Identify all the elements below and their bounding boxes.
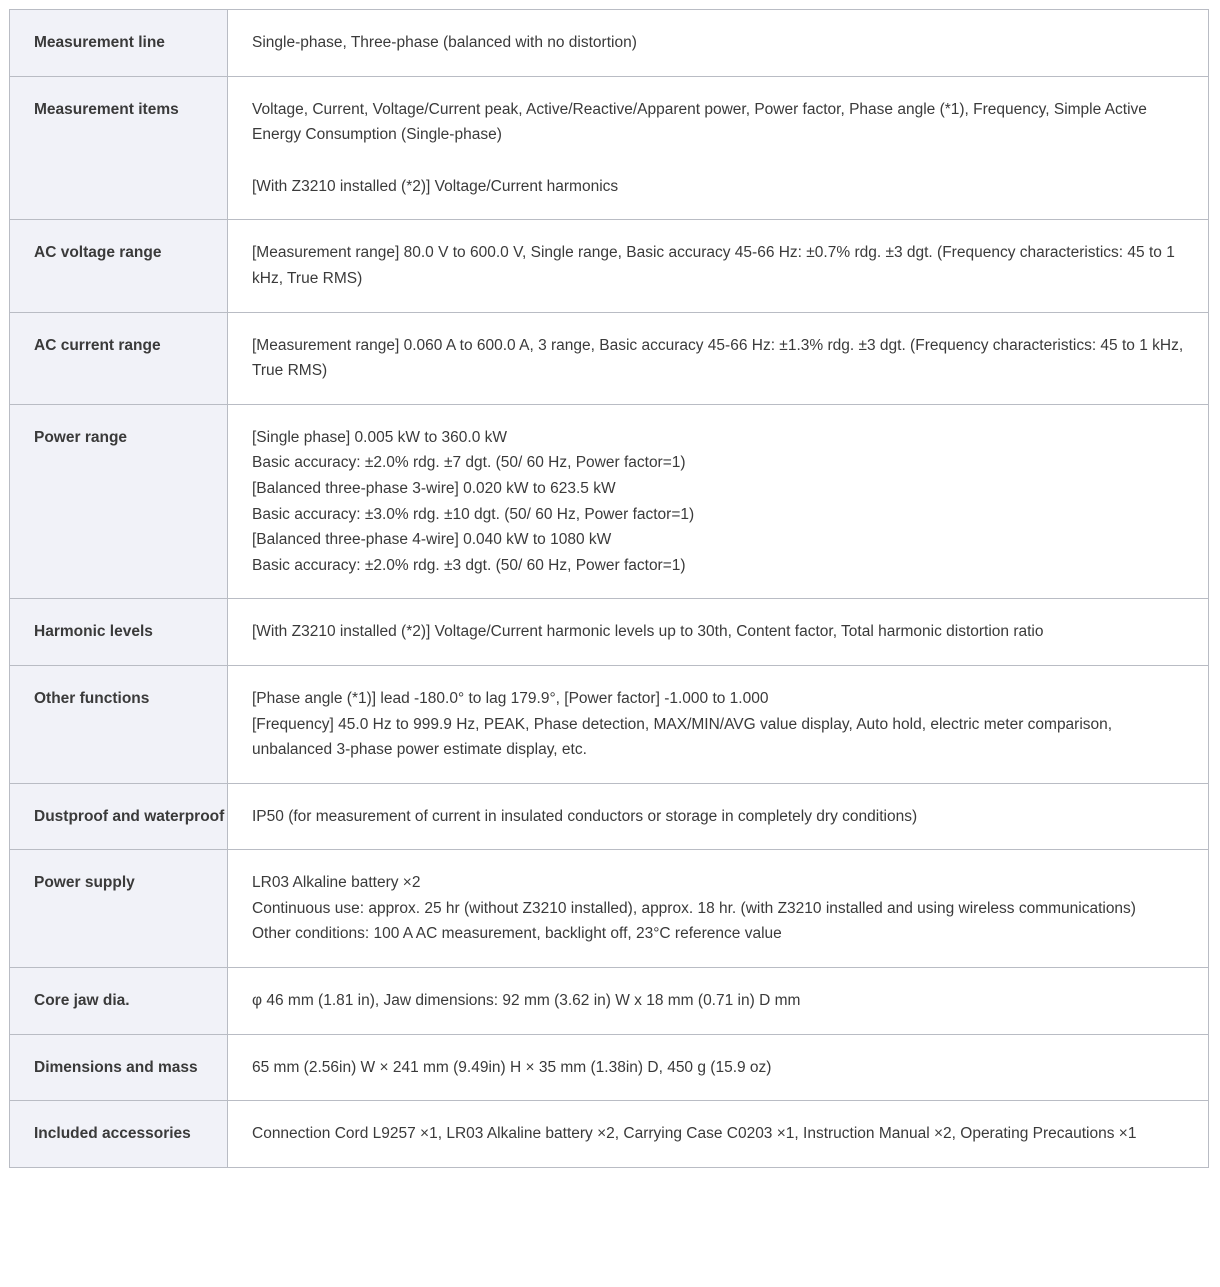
spec-label: Dustproof and waterproof: [10, 783, 228, 850]
spec-value: [228, 1101, 1209, 1168]
spec-text-line: [Balanced three-phase 3-wire] 0.020 kW to 623.5 kW: [252, 479, 616, 497]
spec-paragraph: [252, 686, 1184, 763]
spec-value: [228, 1034, 1209, 1101]
spec-label: Other functions: [10, 665, 228, 783]
spec-label: Power range: [10, 404, 228, 599]
spec-text-line: φ 46 mm (1.81 in), Jaw dimensions: 92 mm (3.62 in) W x 18 mm (0.71 in) D mm: [252, 992, 801, 1010]
spec-value: [228, 968, 1209, 1035]
spec-paragraph: [252, 333, 1184, 384]
spec-table-body: [10, 10, 1209, 1168]
spec-row: [10, 1034, 1209, 1101]
spec-text-line: [Measurement range] 0.060 A to 600.0 A, 3 range, Basic accuracy 45-66 Hz: ±1.3% rdg. ±3 dgt. (Frequency characteristics: 45 to 1 kHz, True RMS): [252, 336, 1184, 380]
spec-label: Measurement items: [10, 76, 228, 220]
spec-value: [228, 220, 1209, 312]
spec-label: AC current range: [10, 312, 228, 404]
spec-text-line: Single-phase, Three-phase (balanced with no distortion): [252, 34, 637, 51]
spec-text-line: Basic accuracy: ±3.0% rdg. ±10 dgt. (50/ 60 Hz, Power factor=1): [252, 505, 695, 523]
spec-paragraph: [252, 97, 1184, 148]
spec-paragraph: [252, 174, 1184, 200]
spec-text-line: [Frequency] 45.0 Hz to 999.9 Hz, PEAK, Phase detection, MAX/MIN/AVG value display, Auto hold, electric meter comparison, unbalanced 3-phase power estimate display, etc.: [252, 715, 1113, 759]
spec-paragraph: [252, 1055, 1184, 1081]
spec-row: [10, 783, 1209, 850]
spec-value: [228, 599, 1209, 666]
spec-text-line: 65 mm (2.56in) W × 241 mm (9.49in) H × 35 mm (1.38in) D, 450 g (15.9 oz): [252, 1058, 772, 1076]
spec-value: [228, 665, 1209, 783]
spec-row: [10, 968, 1209, 1035]
spec-label: Included accessories: [10, 1101, 228, 1168]
spec-text-line: Connection Cord L9257 ×1, LR03 Alkaline battery ×2, Carrying Case C0203 ×1, Instruction Manual ×2, Operating Precautions ×1: [252, 1125, 1137, 1143]
spec-row: [10, 404, 1209, 599]
spec-text-line: [Phase angle (*1)] lead -180.0° to lag 179.9°, [Power factor] -1.000 to 1.000: [252, 689, 769, 707]
spec-text-line: Voltage, Current, Voltage/Current peak, Active/Reactive/Apparent power, Power factor, Phase angle (*1), Frequency, Simple Active Energy Consumption (Single-phase): [252, 100, 1147, 144]
spec-value: [228, 76, 1209, 220]
spec-value: [228, 10, 1209, 77]
spec-row: [10, 850, 1209, 968]
spec-text-line: [Single phase] 0.005 kW to 360.0 kW: [252, 428, 508, 446]
spec-text-line: Other conditions: 100 A AC measurement, backlight off, 23°C reference value: [252, 925, 782, 943]
spec-text-line: IP50 (for measurement of current in insulated conductors or storage in completely dry conditions): [252, 807, 918, 825]
spec-paragraph: [252, 988, 1184, 1014]
spec-text-line: Basic accuracy: ±2.0% rdg. ±7 dgt. (50/ 60 Hz, Power factor=1): [252, 454, 686, 472]
spec-paragraph: [252, 240, 1184, 291]
spec-text-line: Basic accuracy: ±2.0% rdg. ±3 dgt. (50/ 60 Hz, Power factor=1): [252, 556, 686, 574]
spec-value: [228, 404, 1209, 599]
spec-text-line: [Measurement range] 80.0 V to 600.0 V, Single range, Basic accuracy 45-66 Hz: ±0.7% rdg. ±3 dgt. (Frequency characteristics: 45 to 1 kHz, True RMS): [252, 244, 1175, 287]
spec-value: [228, 850, 1209, 968]
spec-label: Measurement line: [10, 10, 228, 77]
spec-paragraph: [252, 30, 1184, 56]
spec-paragraph: [252, 619, 1184, 645]
spec-row: [10, 220, 1209, 312]
spec-text-line: LR03 Alkaline battery ×2: [252, 874, 421, 892]
spec-label: AC voltage range: [10, 220, 228, 312]
spec-label: Core jaw dia.: [10, 968, 228, 1035]
spec-table: [9, 9, 1209, 1168]
spec-paragraph: [252, 1121, 1184, 1147]
spec-paragraph: [252, 804, 1184, 830]
spec-text-line: [Balanced three-phase 4-wire] 0.040 kW to 1080 kW: [252, 531, 612, 549]
spec-label: Dimensions and mass: [10, 1034, 228, 1101]
spec-row: [10, 10, 1209, 77]
spec-text-line: [With Z3210 installed (*2)] Voltage/Current harmonic levels up to 30th, Content factor, Total harmonic distortion ratio: [252, 623, 1044, 641]
spec-row: [10, 312, 1209, 404]
spec-value: [228, 312, 1209, 404]
spec-row: [10, 76, 1209, 220]
spec-paragraph: [252, 870, 1184, 947]
spec-row: [10, 665, 1209, 783]
spec-row: [10, 1101, 1209, 1168]
spec-value: [228, 783, 1209, 850]
spec-text-line: Continuous use: approx. 25 hr (without Z3210 installed), approx. 18 hr. (with Z3210 installed and using wireless communications): [252, 899, 1136, 917]
spec-text-line: [With Z3210 installed (*2)] Voltage/Current harmonics: [252, 177, 619, 195]
spec-row: [10, 599, 1209, 666]
spec-label: Harmonic levels: [10, 599, 228, 666]
spec-label: Power supply: [10, 850, 228, 968]
spec-paragraph: [252, 425, 1184, 579]
